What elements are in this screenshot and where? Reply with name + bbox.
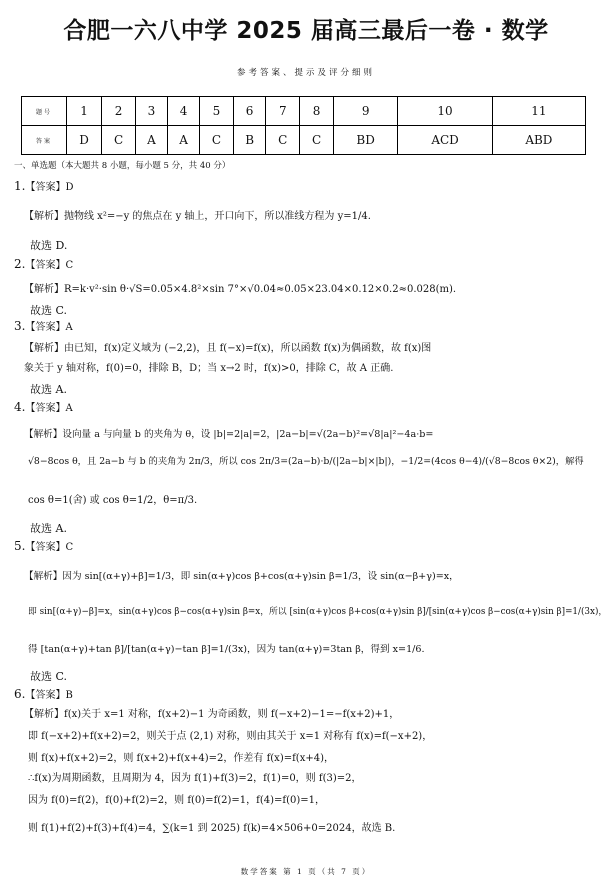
table-cell: C [266, 126, 300, 155]
question-number: 1. [14, 179, 26, 193]
table-cell: A [168, 126, 200, 155]
table-cell: 2 [102, 97, 136, 126]
analysis-line: 得 [tan(α+γ)+tan β]/[tan(α+γ)−tan β]=1/(3x)，因为 tan(α+γ)=3tan β，得到 x=1/6. [28, 644, 425, 655]
question-header [14, 258, 73, 272]
question-header [14, 688, 73, 702]
table-cell: 4 [168, 97, 200, 126]
analysis-line: 则 f(1)+f(2)+f(3)+f(4)=4，∑(k=1 到 2025) f(k)=4×506+0=2024，故选 B. [28, 823, 396, 834]
analysis-line: 【解析】由已知，f(x)定义域为 (−2,2)，且 f(−x)=f(x)，所以函数 f(x)为偶函数，故 f(x)图 [24, 343, 432, 354]
table-cell: C [300, 126, 334, 155]
analysis-line: 【解析】R=k·v²·sin θ·√S=0.05×4.8²×sin 7°×√0.04≈0.05×23.04×0.12×0.2≈0.028(m). [24, 284, 457, 295]
answer-label: 【答案】A [25, 322, 73, 333]
table-cell: 3 [135, 97, 167, 126]
analysis-line: 则 f(x)+f(x+2)=2，则 f(x+2)+f(x+4)=2，作差有 f(x)=f(x+4)， [28, 753, 334, 764]
table-cell: 11 [492, 97, 585, 126]
analysis-line: 即 f(−x+2)+f(x+2)=2，则关于点 (2,1) 对称，则由其关于 x=1 对称有 f(x)=f(−x+2)， [28, 731, 433, 742]
question-header [14, 540, 73, 554]
analysis-line: 【解析】设向量 a 与向量 b 的夹角为 θ，设 |b|=2|a|=2，|2a−b|=√(2a−b)²=√8|a|²−4a·b= [24, 429, 434, 440]
table-cell: ACD [398, 126, 492, 155]
page-title: 合肥一六八中学 2025 届高三最后一卷 · 数学 [63, 18, 549, 44]
conclusion: 故选 A. [30, 522, 67, 535]
table-cell: A [135, 126, 167, 155]
answer-key-table [21, 96, 586, 155]
conclusion: 故选 C. [30, 670, 68, 683]
table-cell: BD [333, 126, 397, 155]
table-cell: 10 [398, 97, 492, 126]
conclusion: 故选 A. [30, 383, 67, 396]
page-subtitle: 参考答案、提示及评分细则 [236, 68, 375, 78]
question-header [14, 180, 73, 194]
answer-label: 【答案】C [25, 260, 74, 271]
analysis-line: cos θ=1(舍) 或 cos θ=1/2，θ=π/3. [28, 495, 198, 506]
analysis-line: 【解析】f(x)关于 x=1 对称，f(x+2)−1 为奇函数，则 f(−x+2)−1=−f(x+2)+1， [24, 709, 400, 720]
question-header [14, 401, 73, 415]
row-label: 题号 [22, 97, 67, 126]
question-number: 6. [14, 687, 26, 701]
table-cell: 5 [200, 97, 234, 126]
table-cell: B [233, 126, 266, 155]
question-number: 4. [14, 400, 26, 414]
answer-label: 【答案】D [25, 182, 74, 193]
conclusion: 故选 C. [30, 304, 68, 317]
table-cell: 8 [300, 97, 334, 126]
conclusion: 故选 D. [30, 239, 68, 252]
answer-row [22, 126, 586, 155]
question-number: 2. [14, 257, 26, 271]
analysis-line: 【解析】因为 sin[(α+γ)+β]=1/3，即 sin(α+γ)cos β+cos(α+γ)sin β=1/3，设 sin(α−β+γ)=x， [24, 571, 459, 582]
table-cell: ABD [492, 126, 585, 155]
section-heading: 一、单选题（本大题共 8 小题，每小题 5 分，共 40 分） [14, 161, 231, 171]
question-number: 5. [14, 539, 26, 553]
analysis-line: √8−8cos θ，且 2a−b 与 b 的夹角为 2π/3，所以 cos 2π/3=(2a−b)·b/(|2a−b|×|b|)，−1/2=(4cos θ−4)/(√8−8cos θ×2)，解得 [28, 456, 584, 467]
table-cell: 1 [67, 97, 102, 126]
question-header [14, 320, 73, 334]
analysis-line: 【解析】抛物线 x²=−y 的焦点在 y 轴上，开口向下，所以准线方程为 y=1/4. [24, 211, 371, 222]
question-number: 3. [14, 319, 26, 333]
table-cell: 6 [233, 97, 266, 126]
analysis-line: 因为 f(0)=f(2)，f(0)+f(2)=2，则 f(0)=f(2)=1，f(4)=f(0)=1， [28, 795, 326, 806]
page-footer: 数学答案 第 1 页（共 7 页） [240, 867, 372, 876]
answer-label: 【答案】B [25, 690, 73, 701]
table-cell: C [200, 126, 234, 155]
answer-label: 【答案】C [25, 542, 74, 553]
analysis-line: 即 sin[(α+γ)−β]=x，sin(α+γ)cos β−cos(α+γ)sin β=x，所以 [sin(α+γ)cos β+cos(α+γ)sin β]/[sin(α+γ)cos β−cos(α+γ)sin β]=1/(3x)， [28, 607, 608, 617]
table-cell: C [102, 126, 136, 155]
analysis-line: 象关于 y 轴对称，f(0)=0，排除 B，D；当 x→2 时，f(x)>0，排除 C，故 A 正确. [24, 363, 394, 374]
analysis-line: ∴f(x)为周期函数，且周期为 4，因为 f(1)+f(3)=2，f(1)=0，则 f(3)=2， [28, 773, 362, 784]
table-cell: 9 [333, 97, 397, 126]
question-number-row [22, 97, 586, 126]
table-cell: D [67, 126, 102, 155]
table-cell: 7 [266, 97, 300, 126]
row-label: 答案 [22, 126, 67, 155]
answer-label: 【答案】A [25, 403, 73, 414]
